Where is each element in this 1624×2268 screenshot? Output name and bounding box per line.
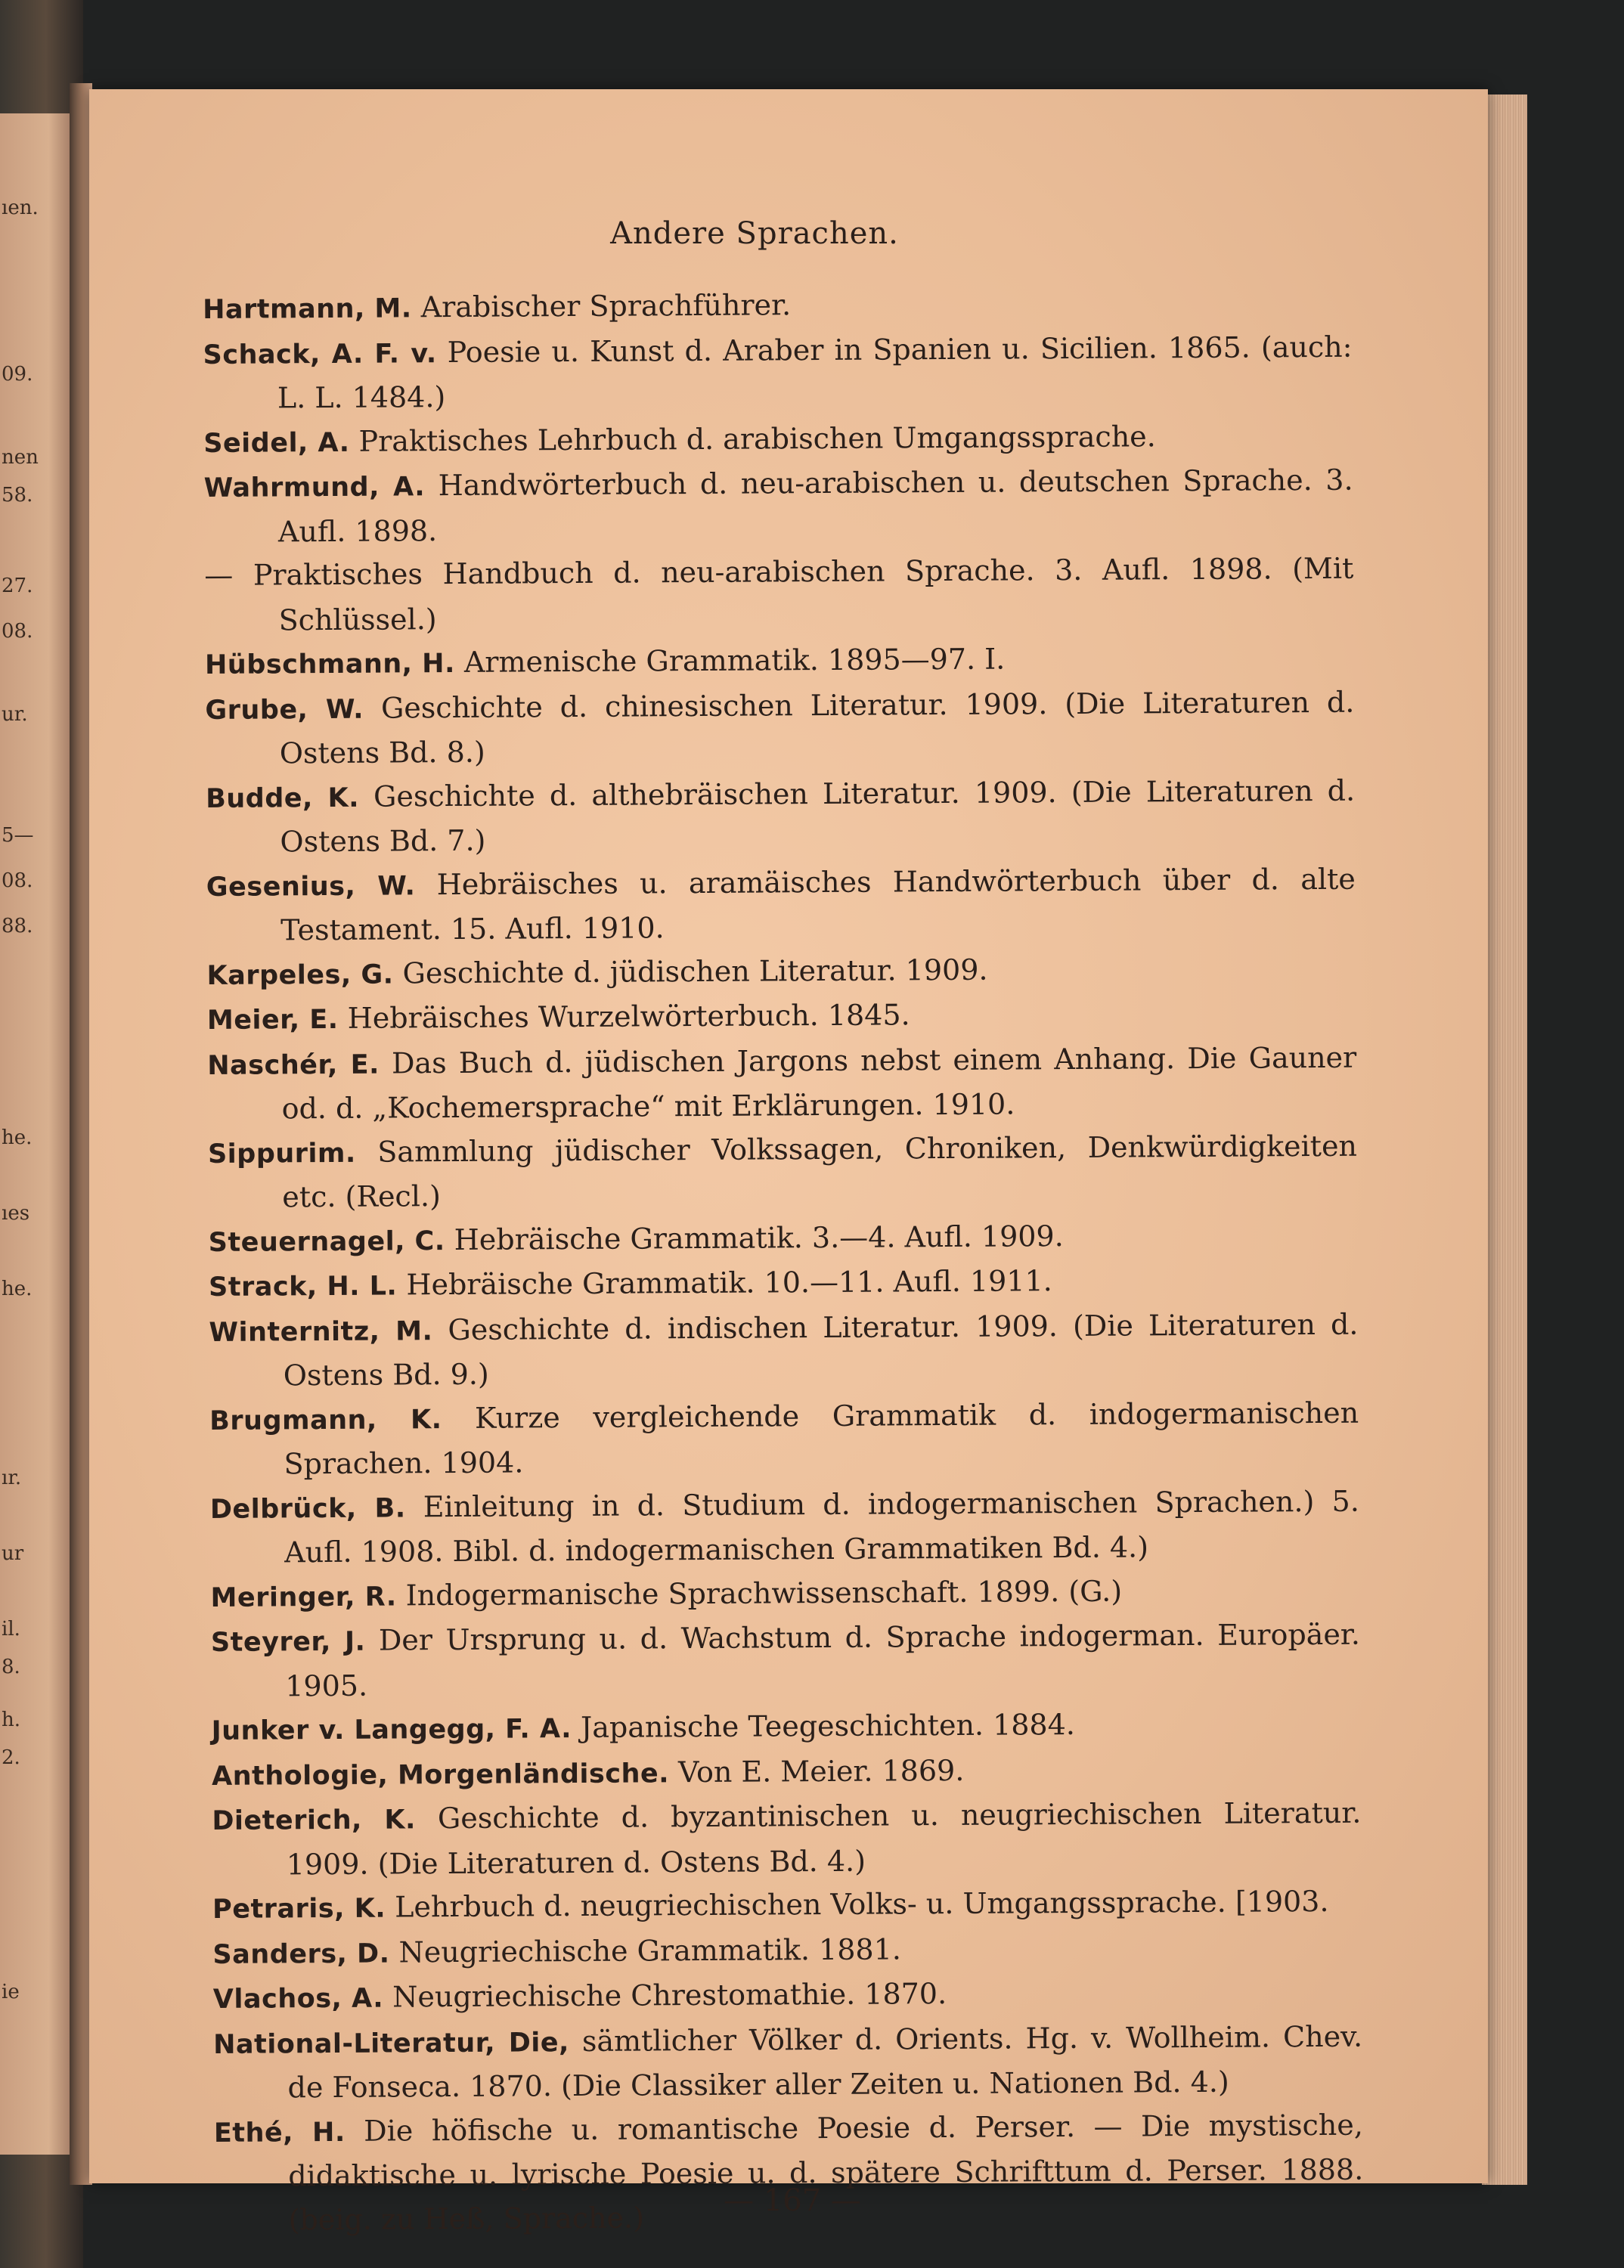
- entry-text: Neugriechische Chrestomathie. 1870.: [392, 1977, 947, 2014]
- entry-text: Hebräische Grammatik. 3.—4. Aufl. 1909.: [454, 1219, 1064, 1256]
- bibliography-entry: [210, 1479, 1360, 1575]
- entry-author: Hartmann, M.: [203, 293, 412, 325]
- entry-text: Praktisches Lehrbuch d. arabischen Umgangssprache.: [358, 419, 1156, 458]
- entry-author: Strack, H. L.: [208, 1271, 398, 1303]
- entry-author: Steuernagel, C.: [208, 1225, 445, 1258]
- entry-author: Delbrück, B.: [209, 1492, 406, 1525]
- entry-text: Indogermanische Sprachwissenschaft. 1899. (G.): [405, 1574, 1123, 1612]
- entry-author: Brugmann, K.: [209, 1404, 442, 1436]
- entry-text: Einleitung in d. Studium d. indogermanischen Sprachen.) 5. Aufl. 1908. Bibl. d. indogermanischen Grammatiken Bd. 4.): [284, 1484, 1359, 1569]
- previous-page-fragment: 5—: [2, 824, 34, 847]
- entry-author: Sanders, D.: [212, 1938, 390, 1970]
- bibliography-entry: [208, 1124, 1358, 1219]
- entry-text: Der Ursprung u. d. Wachstum d. Sprache indogerman. Europäer. 1905.: [285, 1617, 1361, 1703]
- entry-text: Lehrbuch d. neugriechischen Volks- u. Umgangssprache. [1903.: [395, 1884, 1329, 1924]
- bibliography-entry: [209, 1303, 1359, 1398]
- entry-text: Geschichte d. byzantinischen u. neugriechischen Literatur. 1909. (Die Literaturen d. Ostens Bd. 4.): [286, 1796, 1362, 1881]
- entry-author: Schack, A. F. v.: [203, 338, 437, 370]
- bibliography-entry: [207, 991, 1356, 1043]
- previous-page-fragment: 08.: [2, 869, 33, 892]
- entry-author: Seidel, A.: [203, 427, 350, 459]
- previous-page-fragment: 58.: [2, 484, 33, 507]
- previous-page-fragment: ur: [2, 1542, 24, 1565]
- entry-text: Hebräisches Wurzelwörterbuch. 1845.: [347, 998, 910, 1035]
- bibliography-entry: [209, 1258, 1358, 1310]
- entry-author: Karpeles, G.: [206, 959, 394, 991]
- bibliography-entry: [212, 1746, 1361, 1799]
- previous-page-fragment: ıes: [2, 1202, 30, 1225]
- entry-author: Gesenius, W.: [206, 870, 416, 903]
- entry-author: Sippurim.: [207, 1138, 356, 1170]
- page-number: — 167 —: [724, 2183, 861, 2218]
- entry-author: Budde, K.: [206, 782, 360, 814]
- entry-author: Anthologie, Morgenländische.: [211, 1758, 670, 1792]
- entry-author: Junker v. Langegg, F. A.: [211, 1714, 572, 1746]
- bibliography-entry: [211, 1702, 1360, 1754]
- entry-text: Hebräische Grammatik. 10.—11. Aufl. 1911.: [406, 1264, 1052, 1302]
- previous-page-fragment: 08.: [2, 620, 33, 643]
- previous-page-edge: [0, 113, 70, 2155]
- entry-author: Steyrer, J.: [210, 1626, 366, 1658]
- entry-text: — Praktisches Handbuch d. neu-arabischen Sprache. 3. Aufl. 1898. (Mit Schlüssel.): [204, 551, 1354, 637]
- previous-page-fragment: il.: [2, 1618, 20, 1641]
- running-header: Andere Sprachen.: [610, 216, 899, 251]
- bibliography-entry: [203, 459, 1353, 554]
- entry-text: Die höfische u. romantische Poesie d. Perser. — Die mystische, didaktische u. lyrische Poesie u. d. spätere Schrifttum d. Perser. 1888. (beig. zu Heß, Sprache.): [288, 2108, 1364, 2236]
- entry-text: Das Buch d. jüdischen Jargons nebst einem Anhang. Die Gauner od. d. „Kochemersprache“ mit Erklärungen. 1910.: [281, 1040, 1357, 1126]
- entry-text: Neugriechische Grammatik. 1881.: [398, 1932, 902, 1969]
- entry-text: Japanische Teegeschichten. 1884.: [580, 1707, 1076, 1744]
- entry-author: Wahrmund, A.: [203, 472, 426, 503]
- entry-author: Winternitz, M.: [209, 1315, 433, 1348]
- entry-author: Grube, W.: [205, 694, 364, 726]
- previous-page-fragment: h.: [2, 1709, 21, 1731]
- bibliography-entry: [213, 2015, 1363, 2110]
- entry-author: Petraris, K.: [212, 1893, 386, 1925]
- previous-page-fragment: 09.: [2, 363, 33, 386]
- bibliography-entry: [211, 1613, 1361, 1709]
- previous-page-fragment: 8.: [2, 1656, 20, 1678]
- entry-author: Hübschmann, H.: [204, 648, 455, 680]
- bibliography-entry: [205, 680, 1355, 776]
- entry-text: Poesie u. Kunst d. Araber in Spanien u. Sicilien. 1865. (auch: L. L. 1484.): [277, 330, 1353, 415]
- entry-text: Sammlung jüdischer Volkssagen, Chroniken, Denkwürdigkeiten etc. (Recl.): [282, 1129, 1358, 1214]
- bibliography-list: [203, 280, 1364, 2242]
- bibliography-entry: [205, 636, 1354, 688]
- entry-author: Ethé, H.: [213, 2117, 346, 2149]
- previous-page-fragment: ır.: [2, 1467, 22, 1489]
- entry-text: sämtlicher Völker d. Orients. Hg. v. Wollheim. Chev. de Fonseca. 1870. (Die Classiker aller Zeiten u. Nationen Bd. 4.): [287, 2019, 1363, 2105]
- entry-author: Dieterich, K.: [212, 1805, 417, 1836]
- entry-text: Geschichte d. chinesischen Literatur. 1909. (Die Literaturen d. Ostens Bd. 8.): [279, 685, 1355, 770]
- previous-page-fragment: 27.: [2, 575, 33, 597]
- bibliography-entry: [204, 547, 1354, 643]
- previous-page-fragment: nen: [2, 446, 39, 469]
- book-page: [89, 89, 1488, 2236]
- bibliography-entry: [206, 946, 1356, 998]
- previous-page-fragment: ie: [2, 1981, 20, 2003]
- bibliography-entry: [207, 1036, 1357, 1131]
- entry-text: Hebräisches u. aramäisches Handwörterbuch über d. alte Testament. 15. Aufl. 1910.: [280, 862, 1356, 947]
- previous-page-fragment: 2.: [2, 1746, 20, 1769]
- bibliography-entry: [212, 1792, 1362, 1887]
- page-block-edge: [1482, 94, 1527, 2185]
- entry-author: Meier, E.: [206, 1004, 339, 1036]
- previous-page-fragment: 88.: [2, 915, 33, 937]
- bibliography-entry: [214, 2103, 1364, 2242]
- entry-text: Armenische Grammatik. 1895—97. I.: [463, 642, 1006, 679]
- bibliography-entry: [213, 1970, 1362, 2022]
- bibliography-entry: [210, 1568, 1359, 1620]
- previous-page-fragment: he.: [2, 1126, 33, 1149]
- entry-author: Meringer, R.: [210, 1581, 397, 1613]
- entry-text: Handwörterbuch d. neu-arabischen u. deutschen Sprache. 3. Aufl. 1898.: [277, 463, 1353, 548]
- bibliography-entry: [203, 280, 1352, 333]
- bibliography-entry: [212, 1880, 1362, 1932]
- bibliography-entry: [206, 769, 1356, 864]
- previous-page-fragment: ıen.: [2, 197, 39, 219]
- bibliography-entry: [212, 1925, 1362, 1977]
- entry-text: Von E. Meier. 1869.: [677, 1753, 965, 1789]
- entry-text: Geschichte d. indischen Literatur. 1909. (Die Literaturen d. Ostens Bd. 9.): [283, 1307, 1359, 1393]
- bibliography-entry: [203, 325, 1353, 420]
- entry-author: Vlachos, A.: [212, 1983, 384, 2015]
- entry-author: Naschér, E.: [207, 1049, 380, 1081]
- entry-author: National-Literatur, Die,: [213, 2027, 569, 2060]
- previous-page-fragment: ur.: [2, 703, 28, 726]
- entry-text: Geschichte d. althebräischen Literatur. 1909. (Die Literaturen d. Ostens Bd. 7.): [280, 773, 1356, 859]
- entry-text: Kurze vergleichende Grammatik d. indogermanischen Sprachen. 1904.: [284, 1396, 1359, 1481]
- bibliography-entry: [206, 857, 1356, 953]
- bibliography-entry: [209, 1213, 1358, 1265]
- entry-text: Geschichte d. jüdischen Literatur. 1909.: [402, 953, 988, 990]
- entry-text: Arabischer Sprachführer.: [420, 288, 792, 324]
- previous-page-fragment: he.: [2, 1278, 33, 1300]
- bibliography-entry: [209, 1391, 1359, 1486]
- bibliography-entry: [203, 414, 1353, 466]
